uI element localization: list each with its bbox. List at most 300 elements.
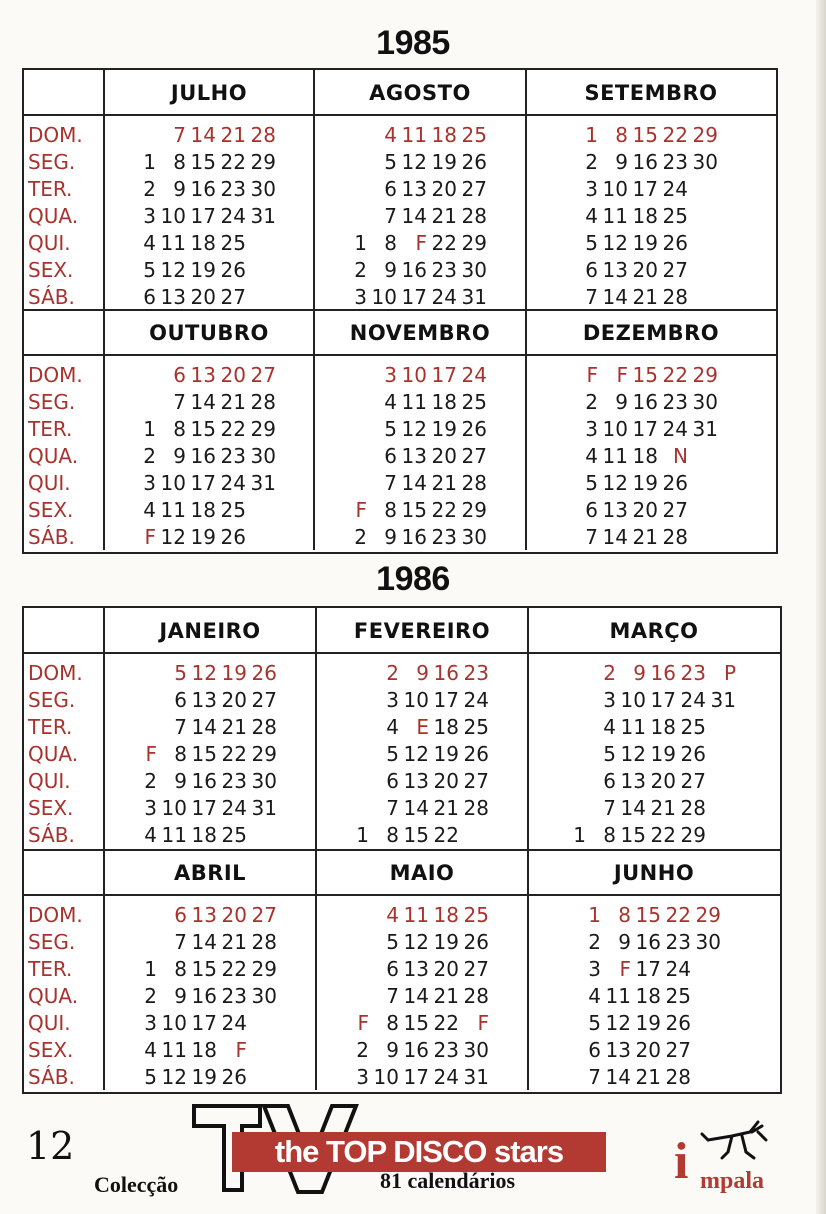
day-cell: 24 [220,471,246,495]
month-header: MAIO [316,850,528,896]
day-cell: 4 [603,715,616,739]
day-cell: 13 [160,285,186,309]
day-cell: 27 [463,957,489,981]
day-cell: 13 [401,177,427,201]
day-cell: 16 [650,661,676,685]
day-cell: 31 [692,417,718,441]
day-cell: 15 [190,150,216,174]
day-cell: F [355,498,367,522]
day-cell: 20 [632,498,658,522]
day-cell: 18 [433,715,459,739]
day-cell: 30 [251,984,277,1008]
day-cell: 19 [433,742,459,766]
day-cell: 5 [144,1065,157,1089]
day-cell: 15 [191,957,217,981]
day-cell: 13 [605,1038,631,1062]
day-cell: 27 [680,769,706,793]
day-cell: 22 [220,417,246,441]
day-cell: 8 [174,957,187,981]
day-cell: 14 [403,984,429,1008]
day-cell: 28 [251,930,277,954]
day-cell: 9 [615,150,628,174]
day-cell: 2 [354,258,367,282]
day-cell: 22 [220,150,246,174]
day-cell: 14 [191,715,217,739]
day-cell: 18 [191,823,217,847]
day-cell: 14 [401,471,427,495]
day-cell: 11 [161,823,187,847]
day-cell: 9 [416,661,429,685]
day-cell: 28 [461,471,487,495]
weekday-label: TER. [28,177,73,201]
day-cell: 12 [191,661,217,685]
day-cell: 9 [174,769,187,793]
weekday-label: QUA. [28,444,79,468]
day-cell: 13 [620,769,646,793]
day-cell: 30 [250,444,276,468]
day-cell: 6 [603,769,616,793]
day-cell: 28 [461,204,487,228]
month-header: JUNHO [528,850,780,896]
day-cell: 31 [250,471,276,495]
day-cell: 3 [144,1011,157,1035]
day-cell: 22 [221,742,247,766]
day-cell: 31 [710,688,736,712]
day-cell: 14 [403,796,429,820]
calendar-count-label: 81 calendários [380,1168,516,1193]
day-cell: 23 [431,258,457,282]
day-cell: 24 [431,285,457,309]
day-cell: 25 [662,204,688,228]
day-cell: 22 [431,498,457,522]
day-cell: 12 [401,417,427,441]
day-cell: 18 [191,1038,217,1062]
day-cell: 5 [588,1011,601,1035]
day-cell: 12 [403,930,429,954]
day-cell: 8 [386,1011,399,1035]
day-cell: 10 [602,417,628,441]
day-cell: F [235,1038,247,1062]
day-cell: 30 [251,769,277,793]
day-cell: 4 [144,823,157,847]
day-cell: 14 [401,204,427,228]
day-cell: 29 [461,231,487,255]
day-cell: 8 [173,417,186,441]
day-cell: 30 [692,150,718,174]
day-cell: 6 [174,688,187,712]
day-cell: 4 [384,390,397,414]
weekday-label: SEX. [28,1038,74,1062]
day-cell: 17 [191,1011,217,1035]
day-cell: 11 [160,231,186,255]
day-cell: 12 [620,742,646,766]
day-cell: 9 [174,984,187,1008]
day-cell: 11 [620,715,646,739]
weekday-label: TER. [28,957,73,981]
day-cell: F [616,363,628,387]
day-cell: 18 [431,390,457,414]
weekday-label: QUA. [28,742,79,766]
day-cell: 16 [635,930,661,954]
day-cell: 26 [220,258,246,282]
day-cell: 23 [221,769,247,793]
day-cell: F [477,1011,489,1035]
day-cell: 15 [401,498,427,522]
day-cell: 26 [221,1065,247,1089]
day-cell: 18 [632,204,658,228]
day-cell: 13 [191,688,217,712]
day-cell: 1 [143,417,156,441]
day-cell: 13 [190,363,216,387]
day-cell: 2 [143,177,156,201]
day-cell: 26 [662,231,688,255]
day-cell: 23 [431,525,457,549]
day-cell: 19 [632,471,658,495]
day-cell: 17 [191,796,217,820]
day-cell: 24 [665,957,691,981]
day-cell: 27 [662,498,688,522]
day-cell: 29 [250,150,276,174]
day-cell: 7 [386,796,399,820]
day-cell: 17 [401,285,427,309]
day-cell: 27 [250,363,276,387]
day-cell: 1 [143,150,156,174]
day-cell: 30 [692,390,718,414]
day-cell: 3 [585,417,598,441]
day-cell: 26 [662,471,688,495]
day-cell: 26 [461,150,487,174]
day-cell: 3 [143,204,156,228]
day-cell: 14 [191,930,217,954]
day-cell: 2 [144,984,157,1008]
day-cell: 7 [585,525,598,549]
day-cell: 16 [191,984,217,1008]
day-cell: 6 [143,285,156,309]
day-cell: 11 [401,390,427,414]
day-cell: 17 [431,363,457,387]
day-cell: 2 [585,150,598,174]
day-cell: 16 [401,258,427,282]
day-cell: 23 [662,390,688,414]
day-cell: 21 [632,525,658,549]
day-cell: 10 [161,1011,187,1035]
day-cell: 9 [384,258,397,282]
day-cell: 18 [433,903,459,927]
day-cell: 4 [585,204,598,228]
day-cell: 9 [173,444,186,468]
day-cell: 29 [461,498,487,522]
day-cell: 26 [463,930,489,954]
weekday-label: SÁB. [28,1065,75,1089]
day-cell: 19 [190,258,216,282]
day-cell: 24 [221,796,247,820]
day-cell: 21 [221,930,247,954]
day-cell: 29 [251,742,277,766]
day-cell: 21 [431,204,457,228]
day-cell: 22 [662,363,688,387]
day-cell: 18 [632,444,658,468]
day-cell: 26 [680,742,706,766]
day-cell: 12 [160,525,186,549]
day-cell: 29 [250,417,276,441]
day-cell: 22 [221,957,247,981]
day-cell: 20 [635,1038,661,1062]
weekday-label: SEG. [28,688,76,712]
day-cell: 10 [160,471,186,495]
day-cell: 8 [603,823,616,847]
day-cell: 15 [403,823,429,847]
weekday-label: QUA. [28,204,79,228]
day-cell: 1 [588,903,601,927]
day-cell: 12 [401,150,427,174]
day-cell: 5 [585,231,598,255]
day-cell: 20 [221,903,247,927]
day-cell: 6 [585,258,598,282]
day-cell: 20 [431,444,457,468]
day-cell: 13 [403,769,429,793]
day-cell: 18 [650,715,676,739]
day-cell: 24 [220,204,246,228]
day-cell: 19 [191,1065,217,1089]
day-cell: 6 [173,363,186,387]
day-cell: 8 [384,231,397,255]
day-cell: 29 [692,363,718,387]
day-cell: 10 [160,204,186,228]
weekday-label: TER. [28,417,73,441]
day-cell: 19 [431,417,457,441]
day-cell: 11 [161,1038,187,1062]
day-cell: 17 [635,957,661,981]
day-cell: 5 [174,661,187,685]
day-cell: 9 [618,930,631,954]
day-cell: 13 [403,957,429,981]
month-header: NOVEMBRO [314,310,526,356]
day-cell: 29 [251,957,277,981]
day-cell: 20 [632,258,658,282]
day-cell: 2 [144,769,157,793]
day-cell: 28 [665,1065,691,1089]
day-cell: 1 [356,823,369,847]
day-cell: 4 [386,903,399,927]
day-cell: 3 [356,1065,369,1089]
day-cell: F [144,525,156,549]
day-cell: 14 [602,285,628,309]
day-cell: 3 [384,363,397,387]
day-cell: 18 [431,123,457,147]
day-cell: 22 [433,823,459,847]
day-cell: 23 [220,177,246,201]
weekday-label: QUI. [28,1011,71,1035]
day-cell: 1 [585,123,598,147]
collection-label: Colecção [94,1172,179,1197]
day-cell: 1 [354,231,367,255]
day-cell: 24 [221,1011,247,1035]
day-cell: 13 [191,903,217,927]
day-cell: 7 [585,285,598,309]
day-cell: 25 [461,390,487,414]
weekday-label: QUI. [28,231,71,255]
day-cell: 11 [403,903,429,927]
day-cell: 20 [433,769,459,793]
year-title-1985: 1985 [376,24,450,62]
day-cell: 7 [174,930,187,954]
month-header: AGOSTO [314,70,526,116]
day-cell: 20 [190,285,216,309]
day-cell: 14 [190,390,216,414]
day-cell: 18 [190,498,216,522]
day-cell: F [145,742,157,766]
day-cell: 12 [602,231,628,255]
weekday-label: SEX. [28,258,74,282]
day-cell: 31 [461,285,487,309]
day-cell: 12 [403,742,429,766]
weekday-label: SEX. [28,498,74,522]
day-cell: 19 [221,661,247,685]
day-cell: 25 [680,715,706,739]
day-cell: 17 [650,688,676,712]
day-cell: 8 [174,742,187,766]
day-cell: 10 [371,285,397,309]
day-cell: 4 [588,984,601,1008]
day-cell: 26 [251,661,277,685]
day-cell: 31 [463,1065,489,1089]
day-cell: 24 [662,417,688,441]
calendar-grid-1986 [22,606,782,1094]
weekday-label: SEX. [28,796,74,820]
day-cell: 20 [650,769,676,793]
day-cell: 27 [461,444,487,468]
day-cell: 21 [650,796,676,820]
day-cell: 11 [602,444,628,468]
weekday-label: DOM. [28,363,83,387]
day-cell: 21 [220,390,246,414]
day-cell: 10 [401,363,427,387]
day-cell: 10 [373,1065,399,1089]
day-cell: 19 [635,1011,661,1035]
day-cell: 3 [354,285,367,309]
day-cell: 6 [386,769,399,793]
day-cell: 17 [190,471,216,495]
day-cell: 21 [221,715,247,739]
day-cell: 23 [665,930,691,954]
weekday-label: QUI. [28,471,71,495]
month-header: MARÇO [528,608,780,654]
day-cell: 8 [618,903,631,927]
day-cell: 14 [602,525,628,549]
day-cell: 4 [384,123,397,147]
day-cell: 7 [603,796,616,820]
day-cell: 19 [190,525,216,549]
day-cell: 6 [588,1038,601,1062]
day-cell: 20 [431,177,457,201]
day-cell: 19 [632,231,658,255]
day-cell: 26 [220,525,246,549]
day-cell: 28 [662,525,688,549]
weekday-label: DOM. [28,903,83,927]
day-cell: 30 [461,525,487,549]
day-cell: 15 [635,903,661,927]
day-cell: 6 [174,903,187,927]
day-cell: 8 [384,498,397,522]
day-cell: 1 [144,957,157,981]
weekday-label: SÁB. [28,285,75,309]
day-cell: 20 [220,363,246,387]
day-cell: 23 [463,661,489,685]
day-cell: 16 [403,1038,429,1062]
day-cell: 26 [461,417,487,441]
day-cell: 15 [632,363,658,387]
day-cell: 23 [221,984,247,1008]
day-cell: 14 [620,796,646,820]
day-cell: 4 [144,1038,157,1062]
day-cell: 28 [662,285,688,309]
day-cell: 7 [173,390,186,414]
day-cell: 7 [386,984,399,1008]
day-cell: 12 [160,258,186,282]
day-cell: 20 [433,957,459,981]
weekday-label: SÁB. [28,525,75,549]
day-cell: 2 [603,661,616,685]
month-header: DEZEMBRO [526,310,776,356]
day-cell: 2 [386,661,399,685]
day-cell: 13 [602,258,628,282]
day-cell: 28 [250,390,276,414]
day-cell: 15 [620,823,646,847]
day-cell: N [673,444,688,468]
day-cell: 30 [461,258,487,282]
brand-initial: i [674,1133,689,1190]
day-cell: 27 [665,1038,691,1062]
day-cell: 24 [463,688,489,712]
day-cell: 21 [635,1065,661,1089]
day-cell: 22 [665,903,691,927]
day-cell: 7 [384,471,397,495]
day-cell: 23 [433,1038,459,1062]
brand-name: mpala [700,1168,765,1194]
day-cell: 2 [585,390,598,414]
month-header: JULHO [104,70,314,116]
day-cell: 2 [588,930,601,954]
day-cell: 7 [174,715,187,739]
weekday-label: QUA. [28,984,79,1008]
day-cell: 15 [403,1011,429,1035]
day-cell: 26 [463,742,489,766]
day-cell: 16 [190,444,216,468]
day-cell: 30 [463,1038,489,1062]
day-cell: 19 [431,150,457,174]
day-cell: 11 [160,498,186,522]
day-cell: 16 [190,177,216,201]
day-cell: 4 [143,231,156,255]
day-cell: 24 [461,363,487,387]
day-cell: 12 [602,471,628,495]
day-cell: 16 [632,390,658,414]
day-cell: 18 [635,984,661,1008]
day-cell: 27 [251,903,277,927]
day-cell: 3 [585,177,598,201]
day-cell: 5 [585,471,598,495]
day-cell: 22 [662,123,688,147]
day-cell: 28 [250,123,276,147]
day-cell: 5 [384,417,397,441]
day-cell: 28 [680,796,706,820]
day-cell: 30 [695,930,721,954]
day-cell: 8 [173,150,186,174]
day-cell: 20 [221,688,247,712]
day-cell: 16 [191,769,217,793]
day-cell: 10 [161,796,187,820]
day-cell: 25 [665,984,691,1008]
